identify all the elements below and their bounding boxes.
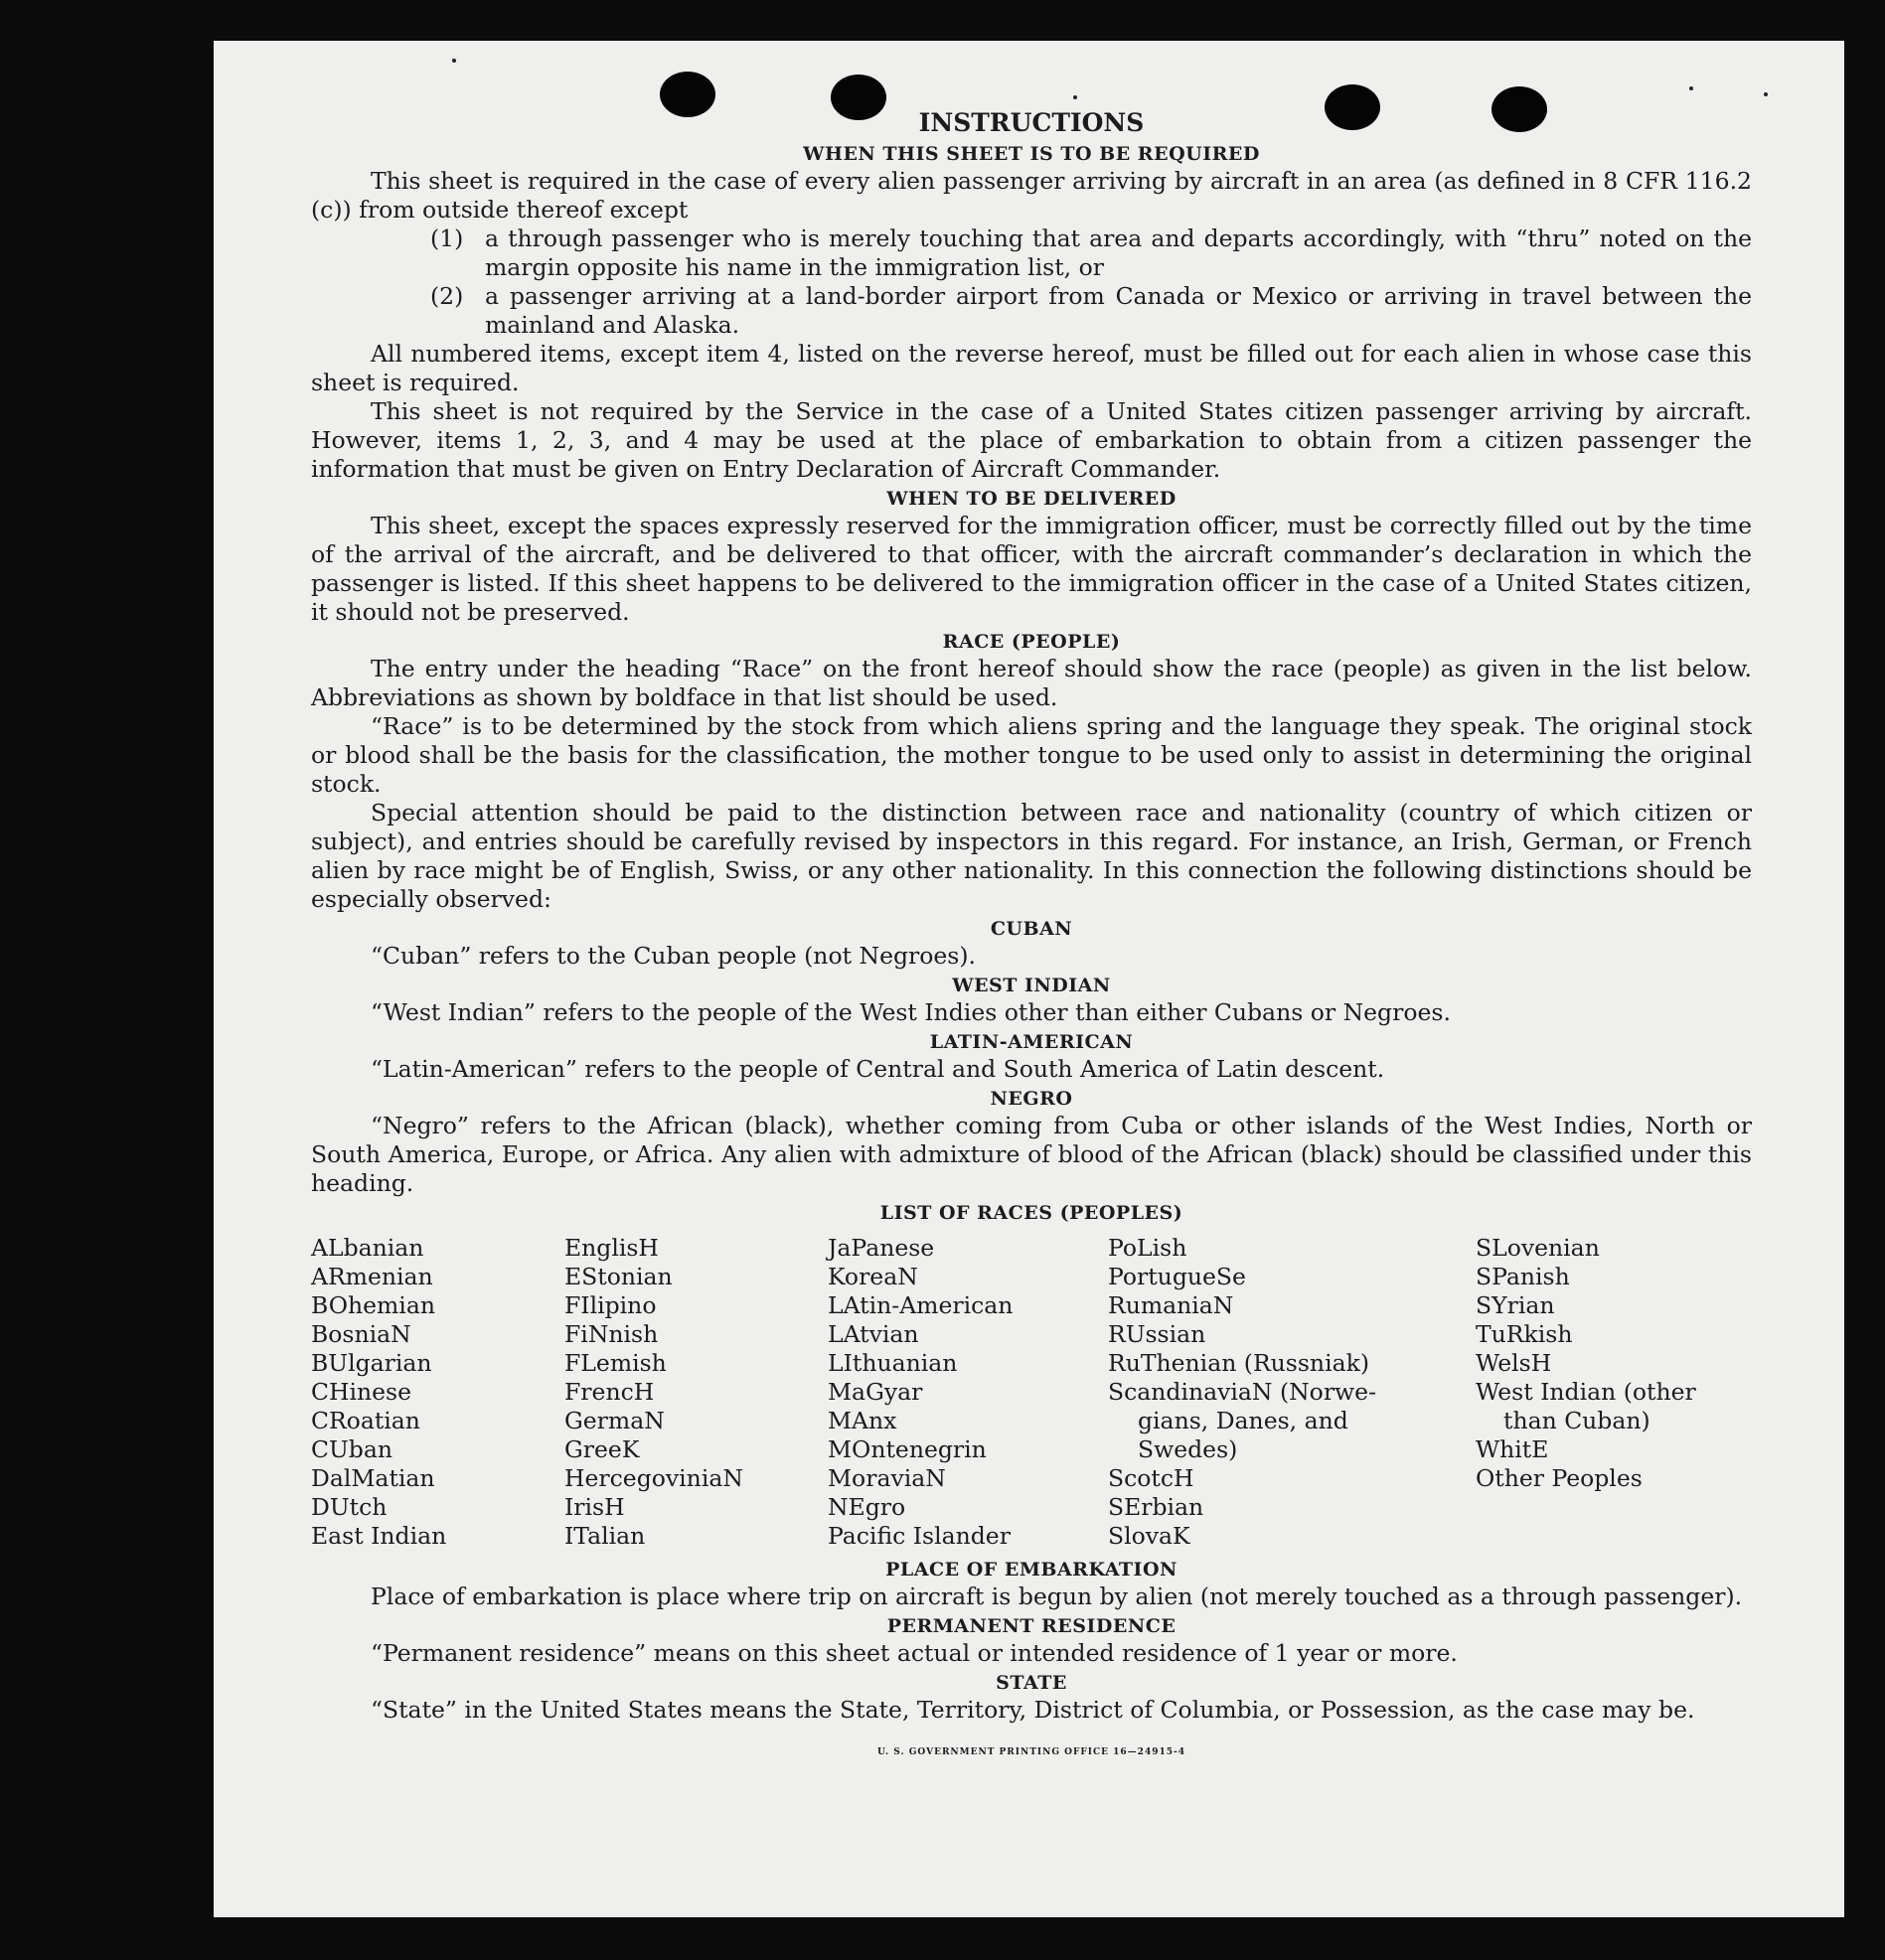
race-entry: gians, Danes, and — [1138, 1407, 1348, 1434]
race-entry: MAnx — [828, 1407, 897, 1434]
race-entry: ITalian — [564, 1522, 646, 1550]
races-column-1 — [311, 1234, 564, 1551]
races-column-4 — [1108, 1234, 1476, 1551]
heading-residence: PERMANENT RESIDENCE — [886, 1615, 1177, 1637]
race-entry: LAtin-American — [828, 1291, 1014, 1319]
race-paragraph-3: Special attention should be paid to the distinction between race and nationality (country of which citizen or subject), and entries should be carefully revised by inspectors in this regard. For instance, an Irish, German, or French alien by race might be of English, Swiss, or any other nationality. In this connection the following distinctions should be especially observed: — [311, 799, 1752, 913]
race-entry: CHinese — [311, 1378, 411, 1406]
heading-required: WHEN THIS SHEET IS TO BE REQUIRED — [803, 143, 1260, 165]
heading-west-indian: WEST INDIAN — [952, 975, 1111, 996]
speck — [452, 59, 456, 63]
race-entry: WelsH — [1476, 1349, 1552, 1377]
races-column-5 — [1476, 1234, 1744, 1551]
heading-cuban: CUBAN — [990, 918, 1073, 940]
heading-state: STATE — [996, 1672, 1067, 1694]
exception-list — [430, 225, 1752, 340]
speck — [1764, 92, 1768, 96]
race-entry: SYrian — [1476, 1291, 1555, 1319]
heading-list-of-races: LIST OF RACES (PEOPLES) — [879, 1202, 1183, 1224]
speck — [1073, 95, 1077, 99]
race-entry: KoreaN — [828, 1263, 918, 1290]
heading-race: RACE (PEOPLE) — [942, 631, 1121, 653]
heading-embarkation: PLACE OF EMBARKATION — [885, 1559, 1178, 1581]
race-entry: NEgro — [828, 1493, 906, 1521]
race-entry: MOntenegrin — [828, 1435, 987, 1463]
race-entry: CRoatian — [311, 1407, 420, 1434]
races-list — [311, 1234, 1752, 1551]
race-entry: LIthuanian — [828, 1349, 958, 1377]
race-entry: FiNnish — [564, 1320, 659, 1348]
race-entry: MoraviaN — [828, 1464, 946, 1492]
race-entry: BOhemian — [311, 1291, 435, 1319]
race-entry: PortugueSe — [1108, 1263, 1246, 1290]
delivered-paragraph: This sheet, except the spaces expressly reserved for the immigration officer, must be correctly filled out by the time of the arrival of the aircraft, and be delivered to that officer, with the aircraft commander’s declaration in which the passenger is listed. If this sheet happens to be delivered to the immigration officer in the case of a United States citizen, it should not be preserved. — [311, 512, 1752, 626]
race-entry: FIlipino — [564, 1291, 657, 1319]
race-entry: GreeK — [564, 1435, 640, 1463]
required-paragraph-2: All numbered items, except item 4, listed on the reverse hereof, must be filled out for each alien in whose case this sheet is required. — [311, 340, 1752, 396]
race-entry: GermaN — [564, 1407, 665, 1434]
race-entry: West Indian (other — [1476, 1378, 1696, 1406]
state-paragraph: “State” in the United States means the State, Territory, District of Columbia, or Possession, as the case may be. — [371, 1696, 1695, 1724]
race-entry: SPanish — [1476, 1263, 1570, 1290]
race-entry: East Indian — [311, 1522, 447, 1550]
race-entry: BUlgarian — [311, 1349, 432, 1377]
race-entry: EnglisH — [564, 1234, 659, 1262]
race-entry: than Cuban) — [1503, 1407, 1650, 1434]
race-entry: HercegoviniaN — [564, 1464, 743, 1492]
race-entry: EStonian — [564, 1263, 673, 1290]
race-entry: BosniaN — [311, 1320, 411, 1348]
heading-delivered: WHEN TO BE DELIVERED — [886, 488, 1177, 510]
race-entry: CUban — [311, 1435, 393, 1463]
race-entry: Other Peoples — [1476, 1464, 1643, 1492]
required-paragraph-3: This sheet is not required by the Service in the case of a United States citizen passenger arriving by aircraft. However, items 1, 2, 3, and 4 may be used at the place of embarkation to obtain from a citizen passenger the information that must be given on Entry Declaration of Aircraft Commander. — [311, 397, 1752, 483]
race-entry: Swedes) — [1138, 1435, 1238, 1463]
race-entry: ScandinaviaN (Norwe- — [1108, 1378, 1377, 1406]
race-entry: JaPanese — [828, 1234, 935, 1262]
exception-item: (2) a passenger arriving at a land-border airport from Canada or Mexico or arriving in travel between the mainland and Alaska. — [430, 282, 1752, 339]
printing-office-imprint: U. S. GOVERNMENT PRINTING OFFICE 16—24915-4 — [877, 1747, 1185, 1757]
race-entry: ALbanian — [311, 1234, 424, 1262]
west-indian-paragraph: “West Indian” refers to the people of the West Indies other than either Cubans or Negroes. — [371, 998, 1451, 1026]
speck — [1689, 86, 1693, 90]
race-entry: TuRkish — [1476, 1320, 1573, 1348]
race-entry: RumaniaN — [1108, 1291, 1234, 1319]
race-entry: FLemish — [564, 1349, 667, 1377]
residence-paragraph: “Permanent residence” means on this sheet actual or intended residence of 1 year or more. — [371, 1639, 1458, 1667]
negro-paragraph: “Negro” refers to the African (black), whether coming from Cuba or other islands of the West Indies, North or South America, Europe, or Africa. Any alien with admixture of blood of the African (black) should be classified under this heading. — [311, 1112, 1752, 1197]
instructions-content — [311, 108, 1752, 1767]
latin-american-paragraph: “Latin-American” refers to the people of Central and South America of Latin descent. — [371, 1055, 1385, 1083]
required-intro: This sheet is required in the case of every alien passenger arriving by aircraft in an area (as defined in 8 CFR 116.2 (c)) from outside thereof except — [311, 167, 1752, 224]
race-entry: RUssian — [1108, 1320, 1206, 1348]
heading-latin-american: LATIN-AMERICAN — [929, 1031, 1134, 1053]
race-entry: IrisH — [564, 1493, 625, 1521]
document-page — [214, 41, 1844, 1917]
race-entry: SlovaK — [1108, 1522, 1190, 1550]
race-entry: SLovenian — [1476, 1234, 1600, 1262]
race-paragraph-1: The entry under the heading “Race” on the front hereof should show the race (people) as given in the list below. Abbreviations as shown by boldface in that list should be used. — [311, 655, 1752, 711]
heading-negro: NEGRO — [990, 1088, 1073, 1110]
race-entry: Pacific Islander — [828, 1522, 1011, 1550]
exception-item: (1) a through passenger who is merely touching that area and departs accordingly, with “thru” noted on the margin opposite his name in the immigration list, or — [430, 225, 1752, 281]
race-entry: RuThenian (Russniak) — [1108, 1349, 1369, 1377]
race-entry: DalMatian — [311, 1464, 435, 1492]
race-entry: DUtch — [311, 1493, 388, 1521]
race-entry: WhitE — [1476, 1435, 1549, 1463]
embarkation-paragraph: Place of embarkation is place where trip on aircraft is begun by alien (not merely touched as a through passenger). — [371, 1583, 1743, 1610]
race-entry: LAtvian — [828, 1320, 919, 1348]
races-column-3 — [828, 1234, 1108, 1551]
race-entry: MaGyar — [828, 1378, 923, 1406]
race-entry: PoLish — [1108, 1234, 1187, 1262]
race-entry: ARmenian — [311, 1263, 433, 1290]
race-entry: ScotcH — [1108, 1464, 1194, 1492]
race-paragraph-2: “Race” is to be determined by the stock from which aliens spring and the language they speak. The original stock or blood shall be the basis for the classification, the mother tongue to be used only to assist in determining the original stock. — [311, 712, 1752, 798]
races-column-2 — [564, 1234, 828, 1551]
page-title: INSTRUCTIONS — [918, 108, 1145, 137]
cuban-paragraph: “Cuban” refers to the Cuban people (not Negroes). — [371, 942, 977, 970]
race-entry: FrencH — [564, 1378, 655, 1406]
race-entry: SErbian — [1108, 1493, 1204, 1521]
